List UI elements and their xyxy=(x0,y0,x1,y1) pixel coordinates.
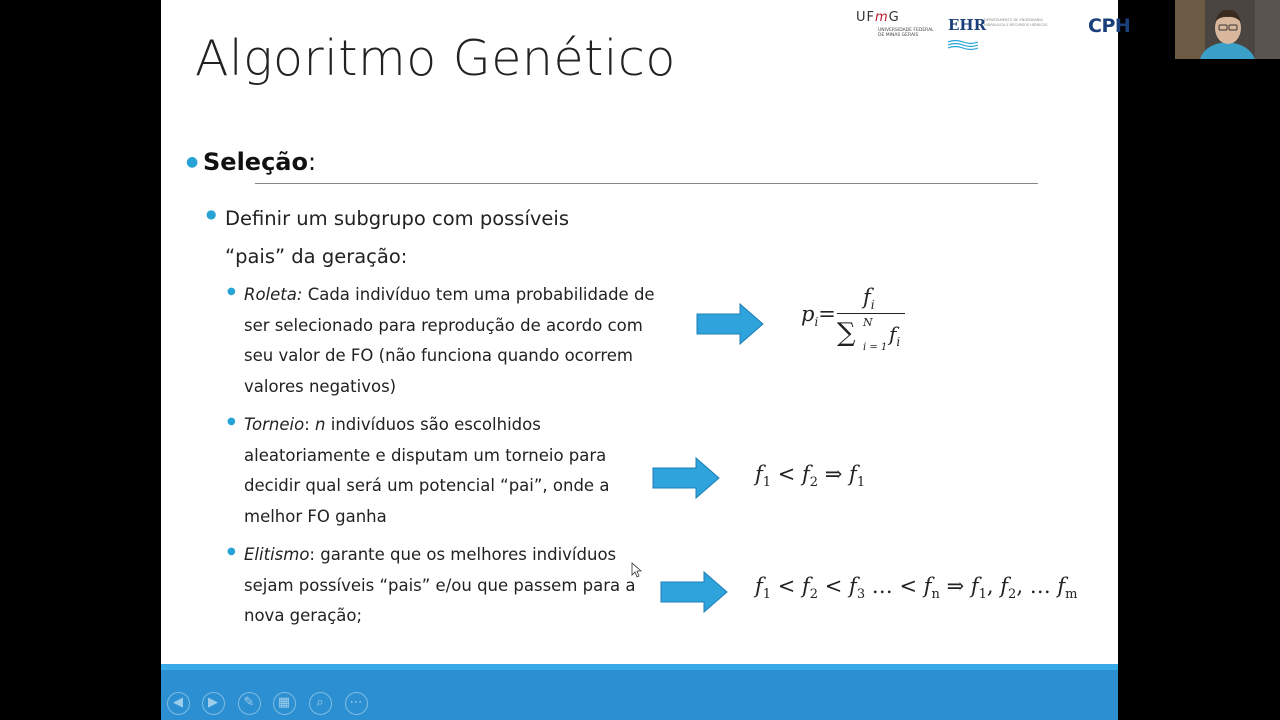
bullet-selecao: ● Seleção: xyxy=(186,148,317,176)
institution-logos xyxy=(856,10,1131,50)
ufmg-logo: UFmG UNIVERSIDADE FEDERAL DE MINAS GERAIS xyxy=(856,10,934,38)
formula-elitismo: $f_1 < f_2 < f_3$ … < $f_n$ ⇒ $f_1$, $f_2$, … $f_m$ xyxy=(755,574,1078,603)
term-elitismo: Elitismo xyxy=(244,545,310,564)
presentation-slide xyxy=(161,0,1131,664)
ehr-logo: EHR DEPARTAMENTO DE ENGENHARIA HIDRÁULICA E RECURSOS HÍDRICOS xyxy=(948,16,986,53)
previous-slide-icon: ◀ xyxy=(173,695,183,710)
text-line: “pais” da geração: xyxy=(225,245,408,268)
mouse-cursor-icon xyxy=(631,562,643,578)
more-options-icon: ⋯ xyxy=(349,695,363,710)
pen-icon: ✎ xyxy=(243,695,255,710)
more-options-button[interactable] xyxy=(344,693,368,713)
cph-logo: CPH xyxy=(1088,15,1131,37)
arrow-right-icon xyxy=(660,571,728,613)
bullet-definir-subgrupo xyxy=(206,200,645,276)
next-slide-icon: ▶ xyxy=(208,695,218,710)
term-roleta: Roleta: xyxy=(244,285,303,304)
bullet-elitismo: ● Elitismo: garante que os melhores indivíduos sejam possíveis “pais” e/ou que passem para a nova geração; xyxy=(227,545,636,625)
bullet-dot: ● xyxy=(186,154,199,170)
zoom-icon: ⌕ xyxy=(316,695,324,710)
webcam-thumbnail xyxy=(1175,0,1280,59)
bullet-dot: ● xyxy=(227,546,236,557)
slide-title: Algoritmo Genético xyxy=(195,30,676,87)
bullet-dot: ● xyxy=(227,286,236,297)
selecao-heading: Seleção xyxy=(203,148,308,176)
zoom-button[interactable] xyxy=(308,693,332,713)
wave-icon xyxy=(948,39,978,49)
see-all-slides-button[interactable] xyxy=(272,693,296,713)
slides-grid-icon: ▦ xyxy=(277,695,291,710)
arrow-right-icon xyxy=(652,457,720,499)
arrow-right-icon xyxy=(696,303,764,345)
pen-tool-button[interactable] xyxy=(237,693,261,713)
bullet-dot: ● xyxy=(227,416,236,427)
bullet-dot: ● xyxy=(206,207,217,221)
previous-slide-button[interactable] xyxy=(166,693,190,713)
slideshow-footer-bar xyxy=(161,664,1118,720)
formula-roleta: $p_i=$ $f_i$ ∑ N i = 1 $f_i$ xyxy=(801,285,921,360)
bullet-roleta: ● Roleta: Cada indivíduo tem uma probabilidade de ser selecionado para reprodução de acordo com seu valor de FO (não funciona quando ocorrem valores negativos) xyxy=(227,285,655,396)
next-slide-button[interactable] xyxy=(201,693,225,713)
heading-underline xyxy=(255,183,1038,184)
presenter-video-icon xyxy=(1175,0,1280,59)
bullet-torneio: ● Torneio: n indivíduos são escolhidos aleatoriamente e disputam um torneio para decidir qual será um potencial “pai”, onde a melhor FO ganha xyxy=(227,415,610,526)
text-line: Definir um subgrupo com possíveis xyxy=(225,207,570,230)
term-torneio: Torneio xyxy=(244,415,305,434)
formula-torneio: $f_1 < f_2$ ⇒ $f_1$ xyxy=(755,462,866,491)
